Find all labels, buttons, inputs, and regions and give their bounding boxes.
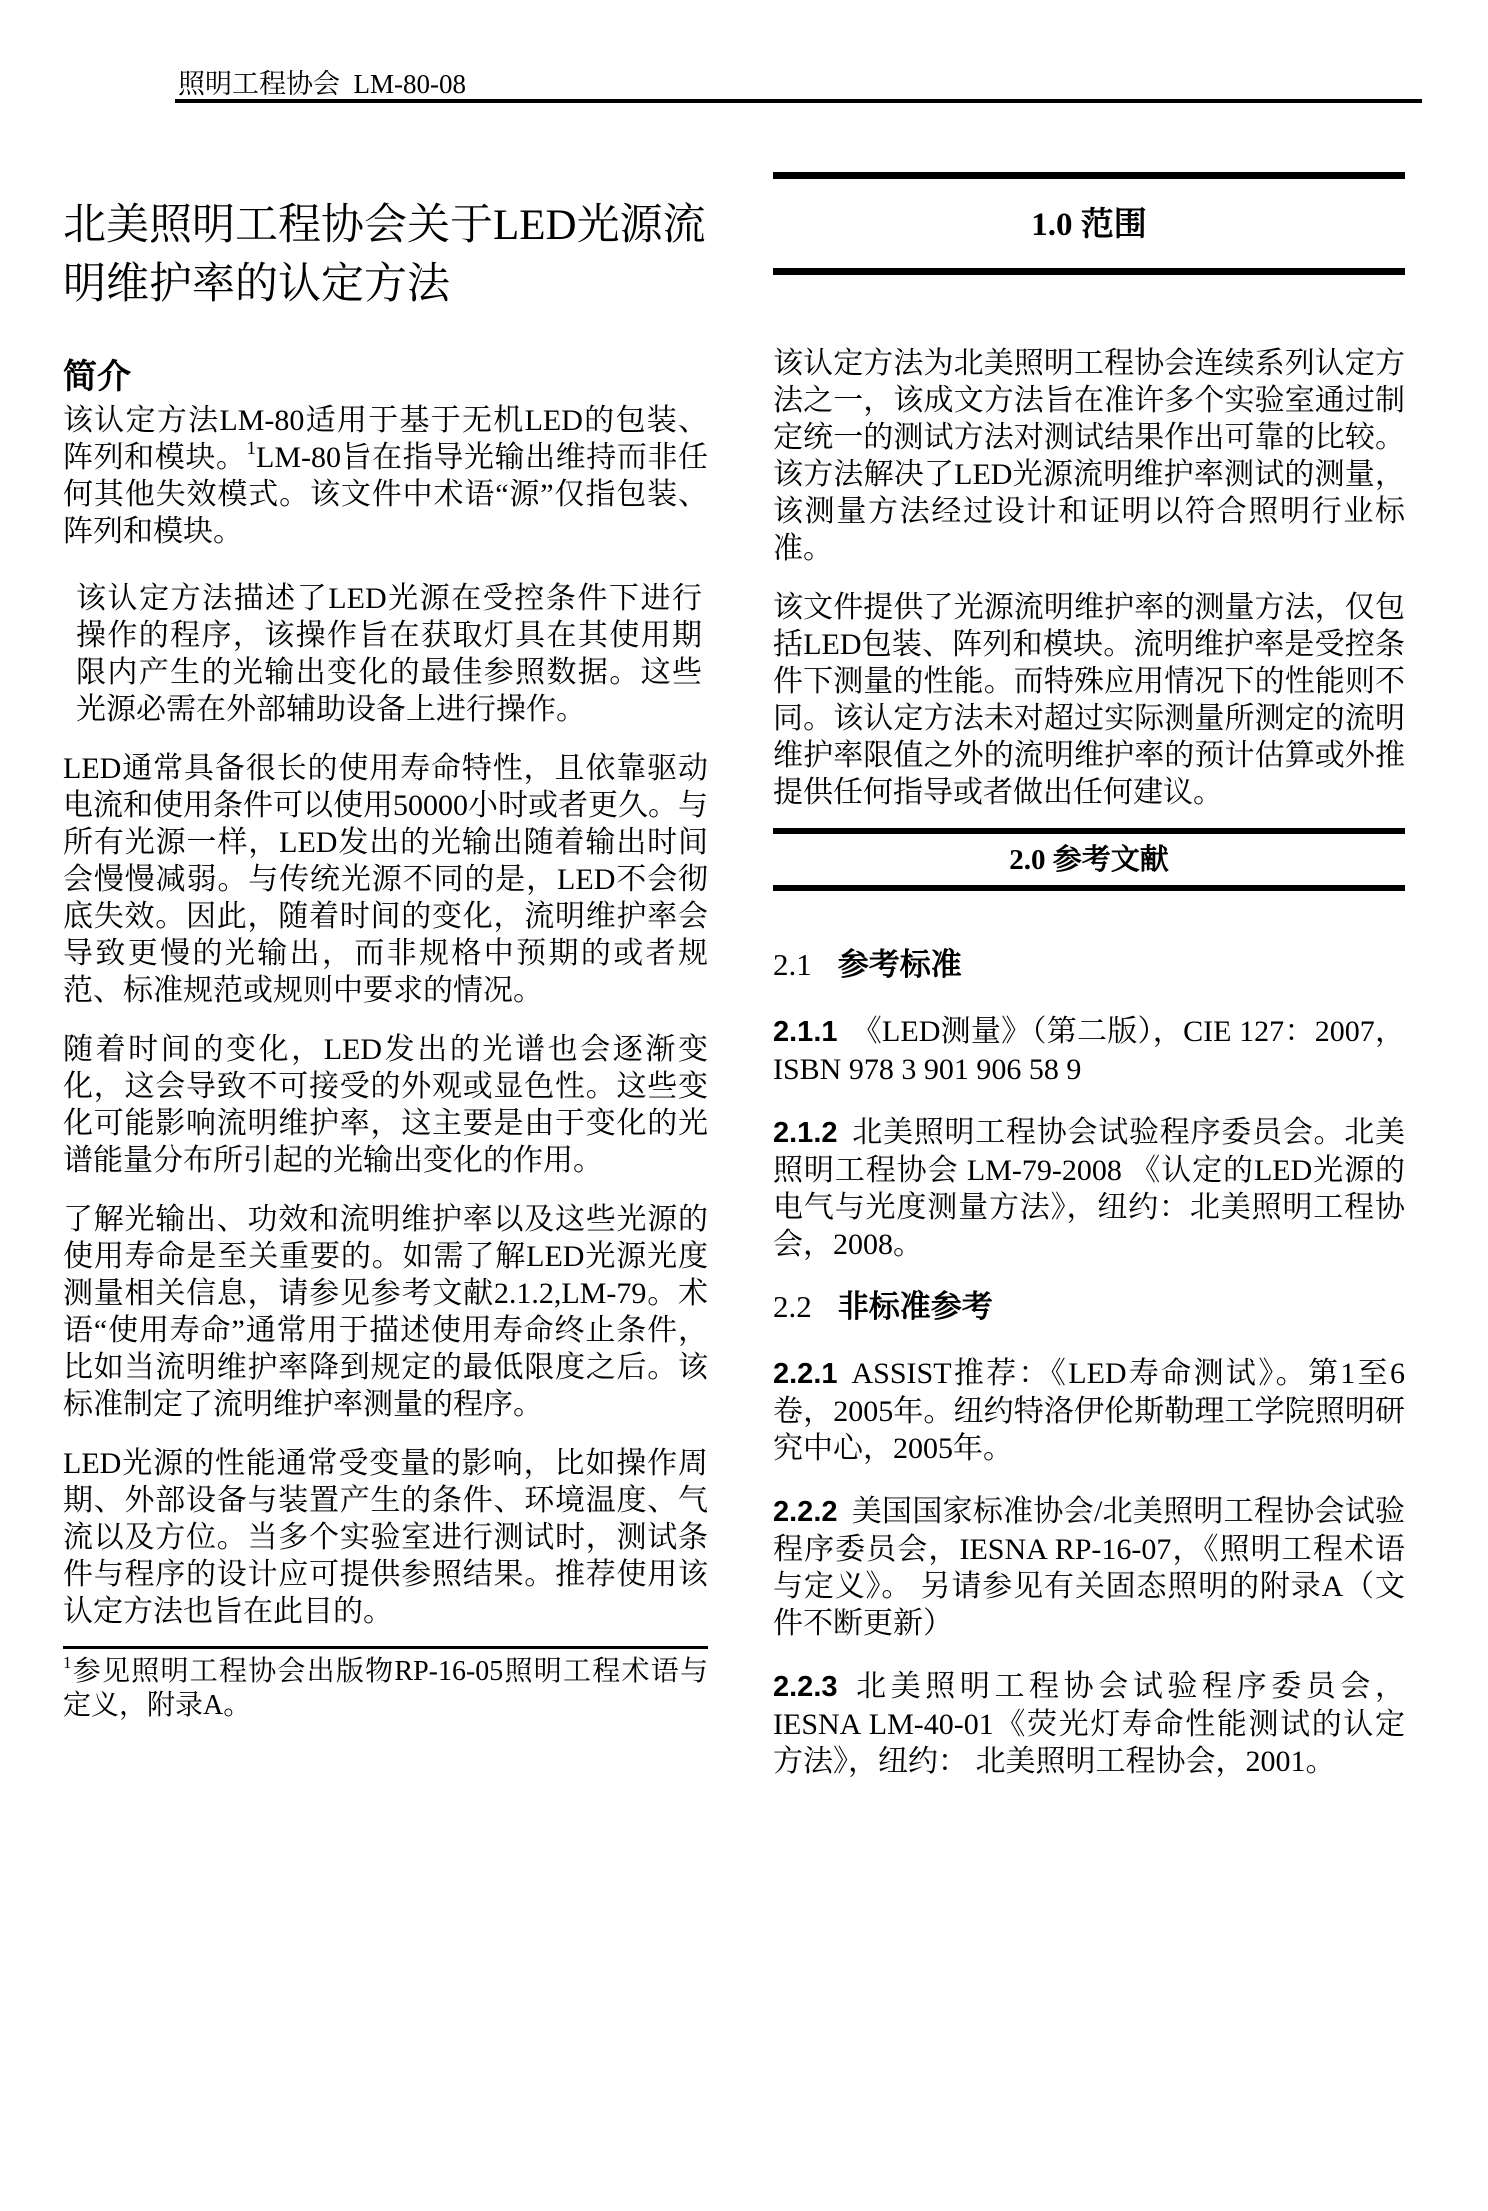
scope-paragraph-1: 该认定方法为北美照明工程协会连续系列认定方法之一，该成文方法旨在准许多个实验室通过制定统一的测试方法对测试结果作出可靠的比较。该方法解决了LED光源流明维护率测试的测量，该测量方法经过设计和证明以符合照明行业标准。 — [773, 347, 1405, 565]
subsection-2-1-label: 参考标准 — [837, 947, 962, 982]
reference-2-1-2-number: 2.1.2 — [773, 1117, 838, 1149]
subsection-2-1-number: 2.1 — [773, 947, 812, 982]
document-title: 北美照明工程协会关于LED光源流明维护率的认定方法 — [63, 202, 706, 308]
intro-paragraph-2: 该认定方法描述了LED光源在受控条件下进行操作的程序，该操作旨在获取灯具在其使用期限内产生的光输出变化的最佳参照数据。这些光源必需在外部辅助设备上进行操作。 — [76, 582, 702, 726]
reference-2-2-3-number: 2.2.3 — [773, 1671, 838, 1703]
header-rule — [175, 99, 1422, 103]
reference-2-2-2-text: 美国国家标准协会/北美照明工程协会试验程序委员会，IESNA RP-16-07，《照明工程术语与定义》。 另请参见有关固态照明的附录A（文件不断更新） — [773, 1495, 1405, 1640]
reference-2-1-2-text: 北美照明工程协会试验程序委员会。北美照明工程协会 LM-79-2008 《认定的LED光源的电气与光度测量方法》，纽约：北美照明工程协会，2008。 — [773, 1116, 1405, 1261]
scope-paragraph-2: 该文件提供了光源流明维护率的测量方法，仅包括LED包装、阵列和模块。流明维护率是受控条件下测量的性能。而特殊应用情况下的性能则不同。该认定方法未对超过实际测量所测定的流明维护率限值之外的流明维护率的预计估算或外推提供任何指导或者做出任何建议。 — [773, 591, 1405, 809]
reference-2-1-2 — [773, 1114, 1405, 1263]
footnote-reference-mark: 1 — [246, 438, 256, 459]
intro-paragraph-6: LED光源的性能通常受变量的影响，比如操作周期、外部设备与装置产生的条件、环境温度、气流以及方位。当多个实验室进行测试时，测试条件与程序的设计应可提供参照结果。推荐使用该认定方法也旨在此目的。 — [63, 1447, 708, 1628]
section-1-banner — [773, 172, 1405, 275]
section-1-bottom-rule — [773, 268, 1405, 275]
intro-heading: 简介 — [63, 359, 131, 396]
footnote-number: 1 — [63, 1653, 72, 1672]
reference-2-1-1-text: 《LED测量》（第二版），CIE 127：2007，ISBN 978 3 901 906 58 9 — [773, 1015, 1405, 1086]
reference-2-2-1-number: 2.2.1 — [773, 1358, 838, 1390]
intro-paragraph-3: LED通常具备很长的使用寿命特性，且依靠驱动电流和使用条件可以使用50000小时或者更久。与所有光源一样，LED发出的光输出随着输出时间会慢慢减弱。与传统光源不同的是，LED不会彻底失效。因此，随着时间的变化，流明维护率会导致更慢的光输出，而非规格中预期的或者规范、标准规范或规则中要求的情况。 — [63, 752, 708, 1007]
footnote-block — [63, 1646, 708, 1723]
reference-2-2-1-text: ASSIST推荐：《LED寿命测试》。第1至6卷，2005年。纽约特洛伊伦斯勒理工学院照明研究中心，2005年。 — [773, 1357, 1405, 1465]
reference-2-1-1 — [773, 1013, 1405, 1088]
reference-2-1-1-number: 2.1.1 — [773, 1016, 838, 1048]
section-2-title: 2.0 参考文献 — [1009, 844, 1169, 876]
footnote-body: 参见照明工程协会出版物RP-16-05照明工程术语与定义，附录A。 — [63, 1656, 708, 1721]
intro-paragraph-4: 随着时间的变化，LED发出的光谱也会逐渐变化，这会导致不可接受的外观或显色性。这些变化可能影响流明维护率，这主要是由于变化的光谱能量分布所引起的光输出变化的作用。 — [63, 1033, 708, 1177]
subsection-2-2-heading — [773, 1289, 1405, 1325]
intro-paragraph-1-pre: 该认定方法LM-80适用于基于无机LED的包装、阵列和模块。 — [63, 404, 708, 474]
reference-2-2-3 — [773, 1668, 1405, 1780]
footnote-text — [63, 1655, 708, 1723]
subsection-2-1-heading — [773, 947, 1405, 983]
section-1-title: 1.0 范围 — [1031, 207, 1147, 243]
intro-paragraph-1-post: LM-80旨在指导光输出维持而非任何其他失效模式。该文件中术语“源”仅指包装、阵列和模块。 — [63, 441, 708, 548]
footnote-separator-rule — [63, 1646, 708, 1649]
left-column — [63, 170, 708, 1723]
reference-2-2-2-number: 2.2.2 — [773, 1496, 838, 1528]
subsection-2-2-number: 2.2 — [773, 1289, 812, 1324]
intro-paragraph-1 — [63, 402, 708, 550]
section-2-banner — [773, 828, 1405, 891]
section-1-top-rule — [773, 172, 1405, 179]
page-header-title: 照明工程协会 LM-80-08 — [178, 69, 466, 99]
section-2-bottom-rule — [773, 885, 1405, 891]
right-column — [773, 170, 1405, 1780]
reference-2-2-2 — [773, 1493, 1405, 1642]
reference-2-2-1 — [773, 1355, 1405, 1467]
reference-2-2-3-text: 北美照明工程协会试验程序委员会，IESNA LM-40-01《荧光灯寿命性能测试的认定方法》，纽约： 北美照明工程协会，2001。 — [773, 1670, 1405, 1778]
intro-paragraph-5: 了解光输出、功效和流明维护率以及这些光源的使用寿命是至关重要的。如需了解LED光源光度测量相关信息，请参见参考文献2.1.2,LM-79。术语“使用寿命”通常用于描述使用寿命终止条件，比如当流明维护率降到规定的最低限度之后。该标准制定了流明维护率测量的程序。 — [63, 1203, 708, 1421]
subsection-2-2-label: 非标准参考 — [837, 1289, 993, 1324]
